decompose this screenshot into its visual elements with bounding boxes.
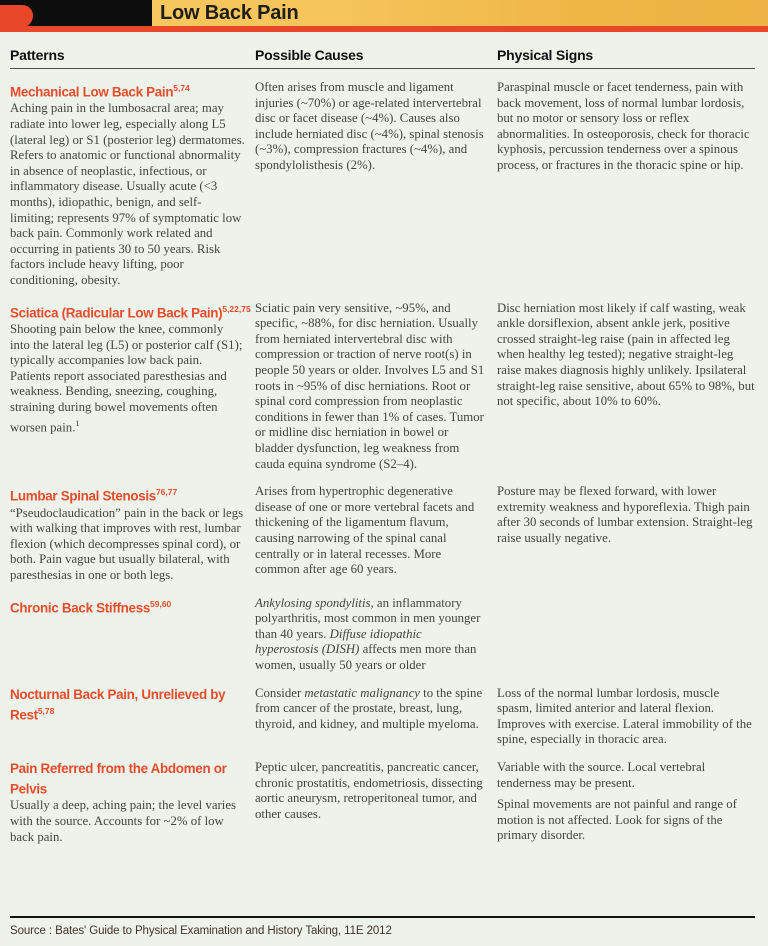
title-bar [0, 0, 768, 32]
cell-pattern [10, 484, 245, 583]
footer [10, 916, 755, 937]
signs-paragraph: Posture may be flexed forward, with lower extremity weakness and hyporeflexia. Thigh pain after 30 seconds of lumbar extension. Straight-leg raise usually negative. [497, 484, 753, 545]
column-header-physical-signs: Physical Signs [497, 47, 594, 63]
column-header-patterns: Patterns [10, 47, 65, 63]
table-section [10, 686, 755, 748]
cell-causes [255, 301, 487, 473]
red-tab-shape [0, 5, 33, 28]
section-heading-sup: 5,78 [37, 705, 55, 716]
signs-paragraph: Disc herniation most likely if calf wasting, weak ankle dorsiflexion, absent ankle jerk, positive crossed straight-leg raise (pain in affected leg when healthy leg tested); negative straight-leg raise makes diagnosis highly unlikely. Ipsilateral straight-leg raise sensitive, about 65% to 98%, but not specific, about 10% to 60%. [497, 300, 755, 409]
table-section [10, 596, 755, 674]
cell-causes [255, 686, 487, 748]
section-heading [10, 484, 263, 504]
causes-paragraph: Peptic ulcer, pancreatitis, pancreatic cancer, chronic prostatitis, endometriosis, dissecting aortic aneurysm, retroperitoneal tumor, and other causes. [255, 759, 483, 821]
section-heading-text: Chronic Back Stiffness [10, 600, 150, 616]
cell-pattern [10, 80, 245, 289]
cell-signs [497, 686, 755, 748]
section-heading-text: Sciatica (Radicular Low Back Pain) [10, 305, 223, 321]
table-section [10, 80, 755, 289]
cell-signs [497, 760, 755, 845]
causes-paragraph: Consider metastatic malignancy to the spine from cancer of the prostate, breast, lung, thyroid, and kidney, and multiple myeloma. [255, 685, 483, 731]
table-content [0, 47, 768, 845]
column-header-possible-causes: Possible Causes [255, 47, 364, 63]
cell-pattern [10, 760, 245, 845]
source-note: Source : Bates' Guide to Physical Examination and History Taking, 11E 2012 [10, 925, 392, 937]
section-heading-sup: 5,74 [173, 83, 190, 93]
section-heading-sup: 76,77 [155, 487, 178, 498]
signs-paragraph: Spinal movements are not painful and range of motion is not affected. Look for signs of the primary disorder. [497, 797, 737, 843]
cell-causes [255, 596, 487, 674]
section-heading [10, 760, 263, 797]
section-heading-text: Pain Referred from the Abdomen or Pelvis [10, 760, 227, 797]
cell-pattern [10, 301, 251, 473]
table-section [10, 484, 755, 583]
cell-pattern [10, 596, 245, 674]
section-heading-sup: 59,60 [150, 598, 172, 609]
page-title: Low Back Pain [160, 2, 299, 24]
signs-paragraph: Variable with the source. Local vertebral tenderness may be present. [497, 759, 706, 790]
cell-signs [497, 301, 755, 473]
cell-signs [497, 80, 755, 289]
table-body [10, 80, 755, 845]
column-headers [10, 47, 755, 63]
cell-pattern [10, 686, 245, 748]
section-heading [10, 686, 263, 723]
cell-signs [497, 596, 755, 674]
signs-paragraph: Paraspinal muscle or facet tenderness, pain with back movement, loss of normal lumbar lordosis, but no motor or sensory loss or reflex abnormalities. In osteoporosis, check for thoracic kyphosis, percussion tenderness over a spinous process, or fractures in the thoracic spine or hip. [497, 80, 750, 172]
causes-paragraph: Ankylosing spondylitis, an inflammatory polyarthritis, most common in men younger than 40 years. Diffuse idiopathic hyperostosis (DISH) affects men more than women, usually 50 years or older [255, 595, 481, 672]
cell-causes [255, 80, 487, 289]
signs-paragraph: Loss of the normal lumbar lordosis, muscle spasm, limited anterior and lateral flexion. Improves with exercise. Lateral immobility of the spine, especially in thoracic area. [497, 685, 752, 747]
causes-paragraph: Arises from hypertrophic degenerative disease of one or more vertebral facets and thickening of the ligamentum flavum, causing narrowing of the spinal canal centrally or in lateral recesses. More common after age 60 years. [255, 484, 475, 577]
pattern-paragraph: Aching pain in the lumbosacral area; may radiate into lower leg, especially along L5 (lateral leg) or S1 (posterior leg) dermatomes. Refers to anatomic or functional abnormality in absence of neoplastic, infectious, or inflammatory disease. Usually acute (<3 months), idiopathic, benign, and self-limiting; represents 97% of symptomatic low back pain. Commonly work related and occurring in patients 30 to 50 years. Risk factors include heavy lifting, poor conditioning, obesity. [10, 101, 245, 287]
section-heading-text: Nocturnal Back Pain, Unrelieved by Rest [10, 686, 226, 722]
title-bar-red-rule [0, 26, 768, 32]
section-heading-text: Mechanical Low Back Pain [10, 84, 174, 100]
cell-causes [255, 760, 487, 845]
section-heading [10, 80, 263, 100]
table-section [10, 301, 755, 473]
pattern-paragraph: “Pseudoclaudication” pain in the back or legs with walking that improves with rest, lumbar flexion (which decompresses spinal cord), or both. Pain vague but usually bilateral, with paresthesias in one or both legs. [10, 505, 244, 582]
header-divider-line [10, 68, 755, 69]
cell-causes [255, 484, 487, 583]
pattern-paragraph: Shooting pain below the knee, commonly into the lateral leg (L5) or posterior calf (S1); typically accompanies low back pain. Patients report associated paresthesias and weakness. Bending, sneezing, coughing, straining during bowel movements often worsen pain.$^1$ [10, 322, 243, 434]
section-heading [10, 301, 263, 321]
section-heading-text: Lumbar Spinal Stenosis [10, 488, 156, 504]
section-heading-sup: 5,22,75 [222, 303, 251, 314]
causes-paragraph: Often arises from muscle and ligament injuries (~70%) or age-related intervertebral disc or facet disease (~4%). Causes also include herniated disc (~4%), spinal stenosis (~3%), compression fractures (~4%), and spondylolisthesis (2%). [255, 80, 484, 172]
pattern-paragraph: Usually a deep, aching pain; the level varies with the source. Accounts for ~2% of low back pain. [10, 798, 236, 844]
table-section [10, 760, 755, 845]
cell-signs [497, 484, 755, 583]
footer-divider-line [10, 916, 755, 918]
section-heading [10, 596, 263, 616]
causes-paragraph: Sciatic pain very sensitive, ~95%, and specific, ~88%, for disc herniation. Usually from herniated intervertebral disc with compression or traction of nerve root(s) in people 50 years or older. Involves L5 and S1 roots in ~95% of disc herniations. Root or spinal cord compression from neoplastic conditions in fewer than 1% of cases. Tumor or midline disc herniation in bowel or bladder dysfunction, leg weakness from cauda equina syndrome (S2–4). [255, 300, 485, 471]
